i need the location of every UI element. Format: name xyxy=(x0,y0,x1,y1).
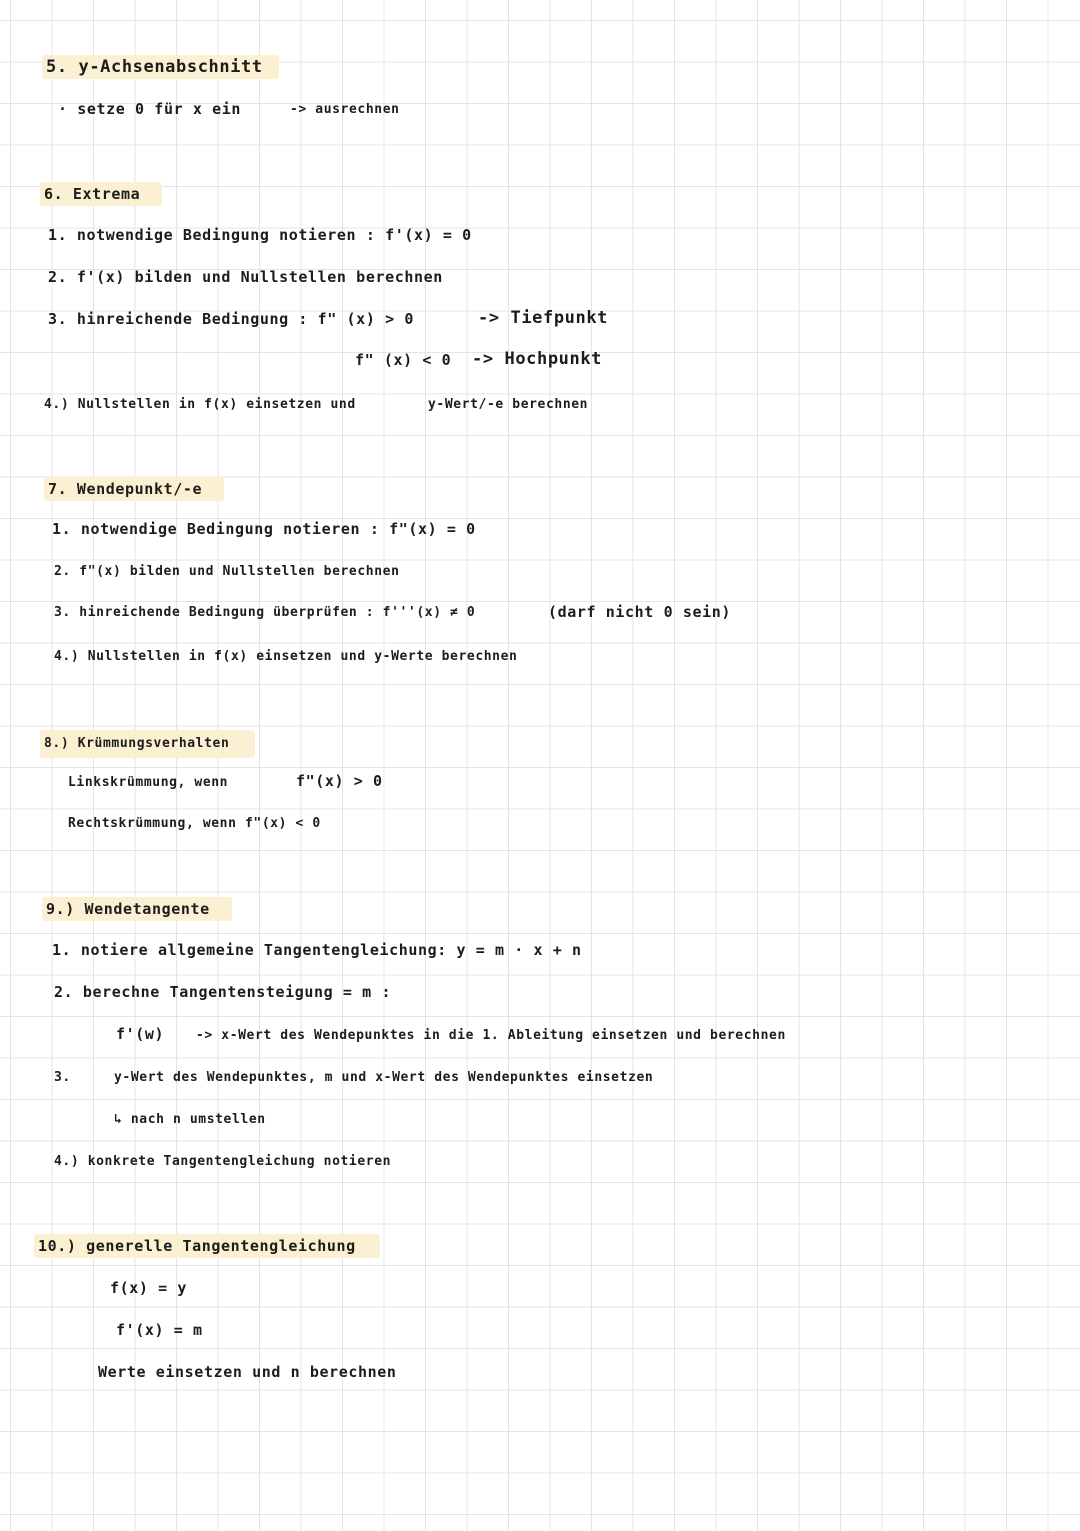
section-6-step-4: 4.) Nullstellen in f(x) einsetzen und xyxy=(44,397,356,412)
section-9-step-4: 4.) konkrete Tangentengleichung notieren xyxy=(54,1154,392,1169)
section-9-step-3: y-Wert des Wendepunktes, m und x-Wert des Wendepunktes einsetzen xyxy=(114,1070,654,1085)
section-8-line-1-condition: f"(x) > 0 xyxy=(296,772,383,790)
section-5-heading: 5. y-Achsenabschnitt xyxy=(42,55,279,79)
section-6-step-3b: f" (x) < 0 xyxy=(355,351,452,369)
section-7-step-4: 4.) Nullstellen in f(x) einsetzen und y-Werte berechnen xyxy=(54,649,518,664)
section-9-step-2-formula: f'(w) xyxy=(116,1025,165,1043)
section-10-line-3: Werte einsetzen und n berechnen xyxy=(98,1363,397,1381)
section-7-step-1: 1. notwendige Bedingung notieren : f"(x) = 0 xyxy=(52,520,476,538)
section-7-step-2: 2. f"(x) bilden und Nullstellen berechnen xyxy=(54,564,400,579)
section-6-step-1: 1. notwendige Bedingung notieren : f'(x) = 0 xyxy=(48,226,472,244)
section-6-step-3a-result: -> Tiefpunkt xyxy=(478,308,609,328)
section-7-step-3: 3. hinreichende Bedingung überprüfen : f'''(x) ≠ 0 xyxy=(54,605,476,620)
section-9-heading: 9.) Wendetangente xyxy=(42,897,232,921)
section-5-line: · setze 0 für x ein xyxy=(58,100,241,118)
section-8-heading: 8.) Krümmungsverhalten xyxy=(40,730,255,758)
section-10-heading: 10.) generelle Tangentengleichung xyxy=(34,1234,380,1258)
section-9-step-2-explanation: -> x-Wert des Wendepunktes in die 1. Ableitung einsetzen und berechnen xyxy=(196,1028,786,1043)
section-6-step-3b-result: -> Hochpunkt xyxy=(472,349,603,369)
section-6-step-3a: 3. hinreichende Bedingung : f" (x) > 0 xyxy=(48,310,414,328)
section-6-step-2: 2. f'(x) bilden und Nullstellen berechnen xyxy=(48,268,443,286)
section-6-heading: 6. Extrema xyxy=(40,182,162,206)
section-9-step-3-sub: ↳ nach n umstellen xyxy=(114,1112,266,1127)
section-8-line-1: Linkskrümmung, wenn xyxy=(68,775,229,790)
section-6-step-4-end: y-Wert/-e berechnen xyxy=(428,397,589,412)
section-7-heading: 7. Wendepunkt/-e xyxy=(44,477,224,501)
section-7-step-3-note: (darf nicht 0 sein) xyxy=(548,603,731,621)
section-9-step-1: 1. notiere allgemeine Tangentengleichung: y = m · x + n xyxy=(52,941,582,959)
section-10-line-1: f(x) = y xyxy=(110,1279,188,1297)
section-9-step-3-number: 3. xyxy=(54,1070,71,1085)
section-9-step-2: 2. berechne Tangentensteigung = m : xyxy=(54,983,392,1001)
section-8-line-2: Rechtskrümmung, wenn f"(x) < 0 xyxy=(68,816,321,831)
section-5-arrow-note: -> ausrechnen xyxy=(290,102,400,117)
section-10-line-2: f'(x) = m xyxy=(116,1321,203,1339)
